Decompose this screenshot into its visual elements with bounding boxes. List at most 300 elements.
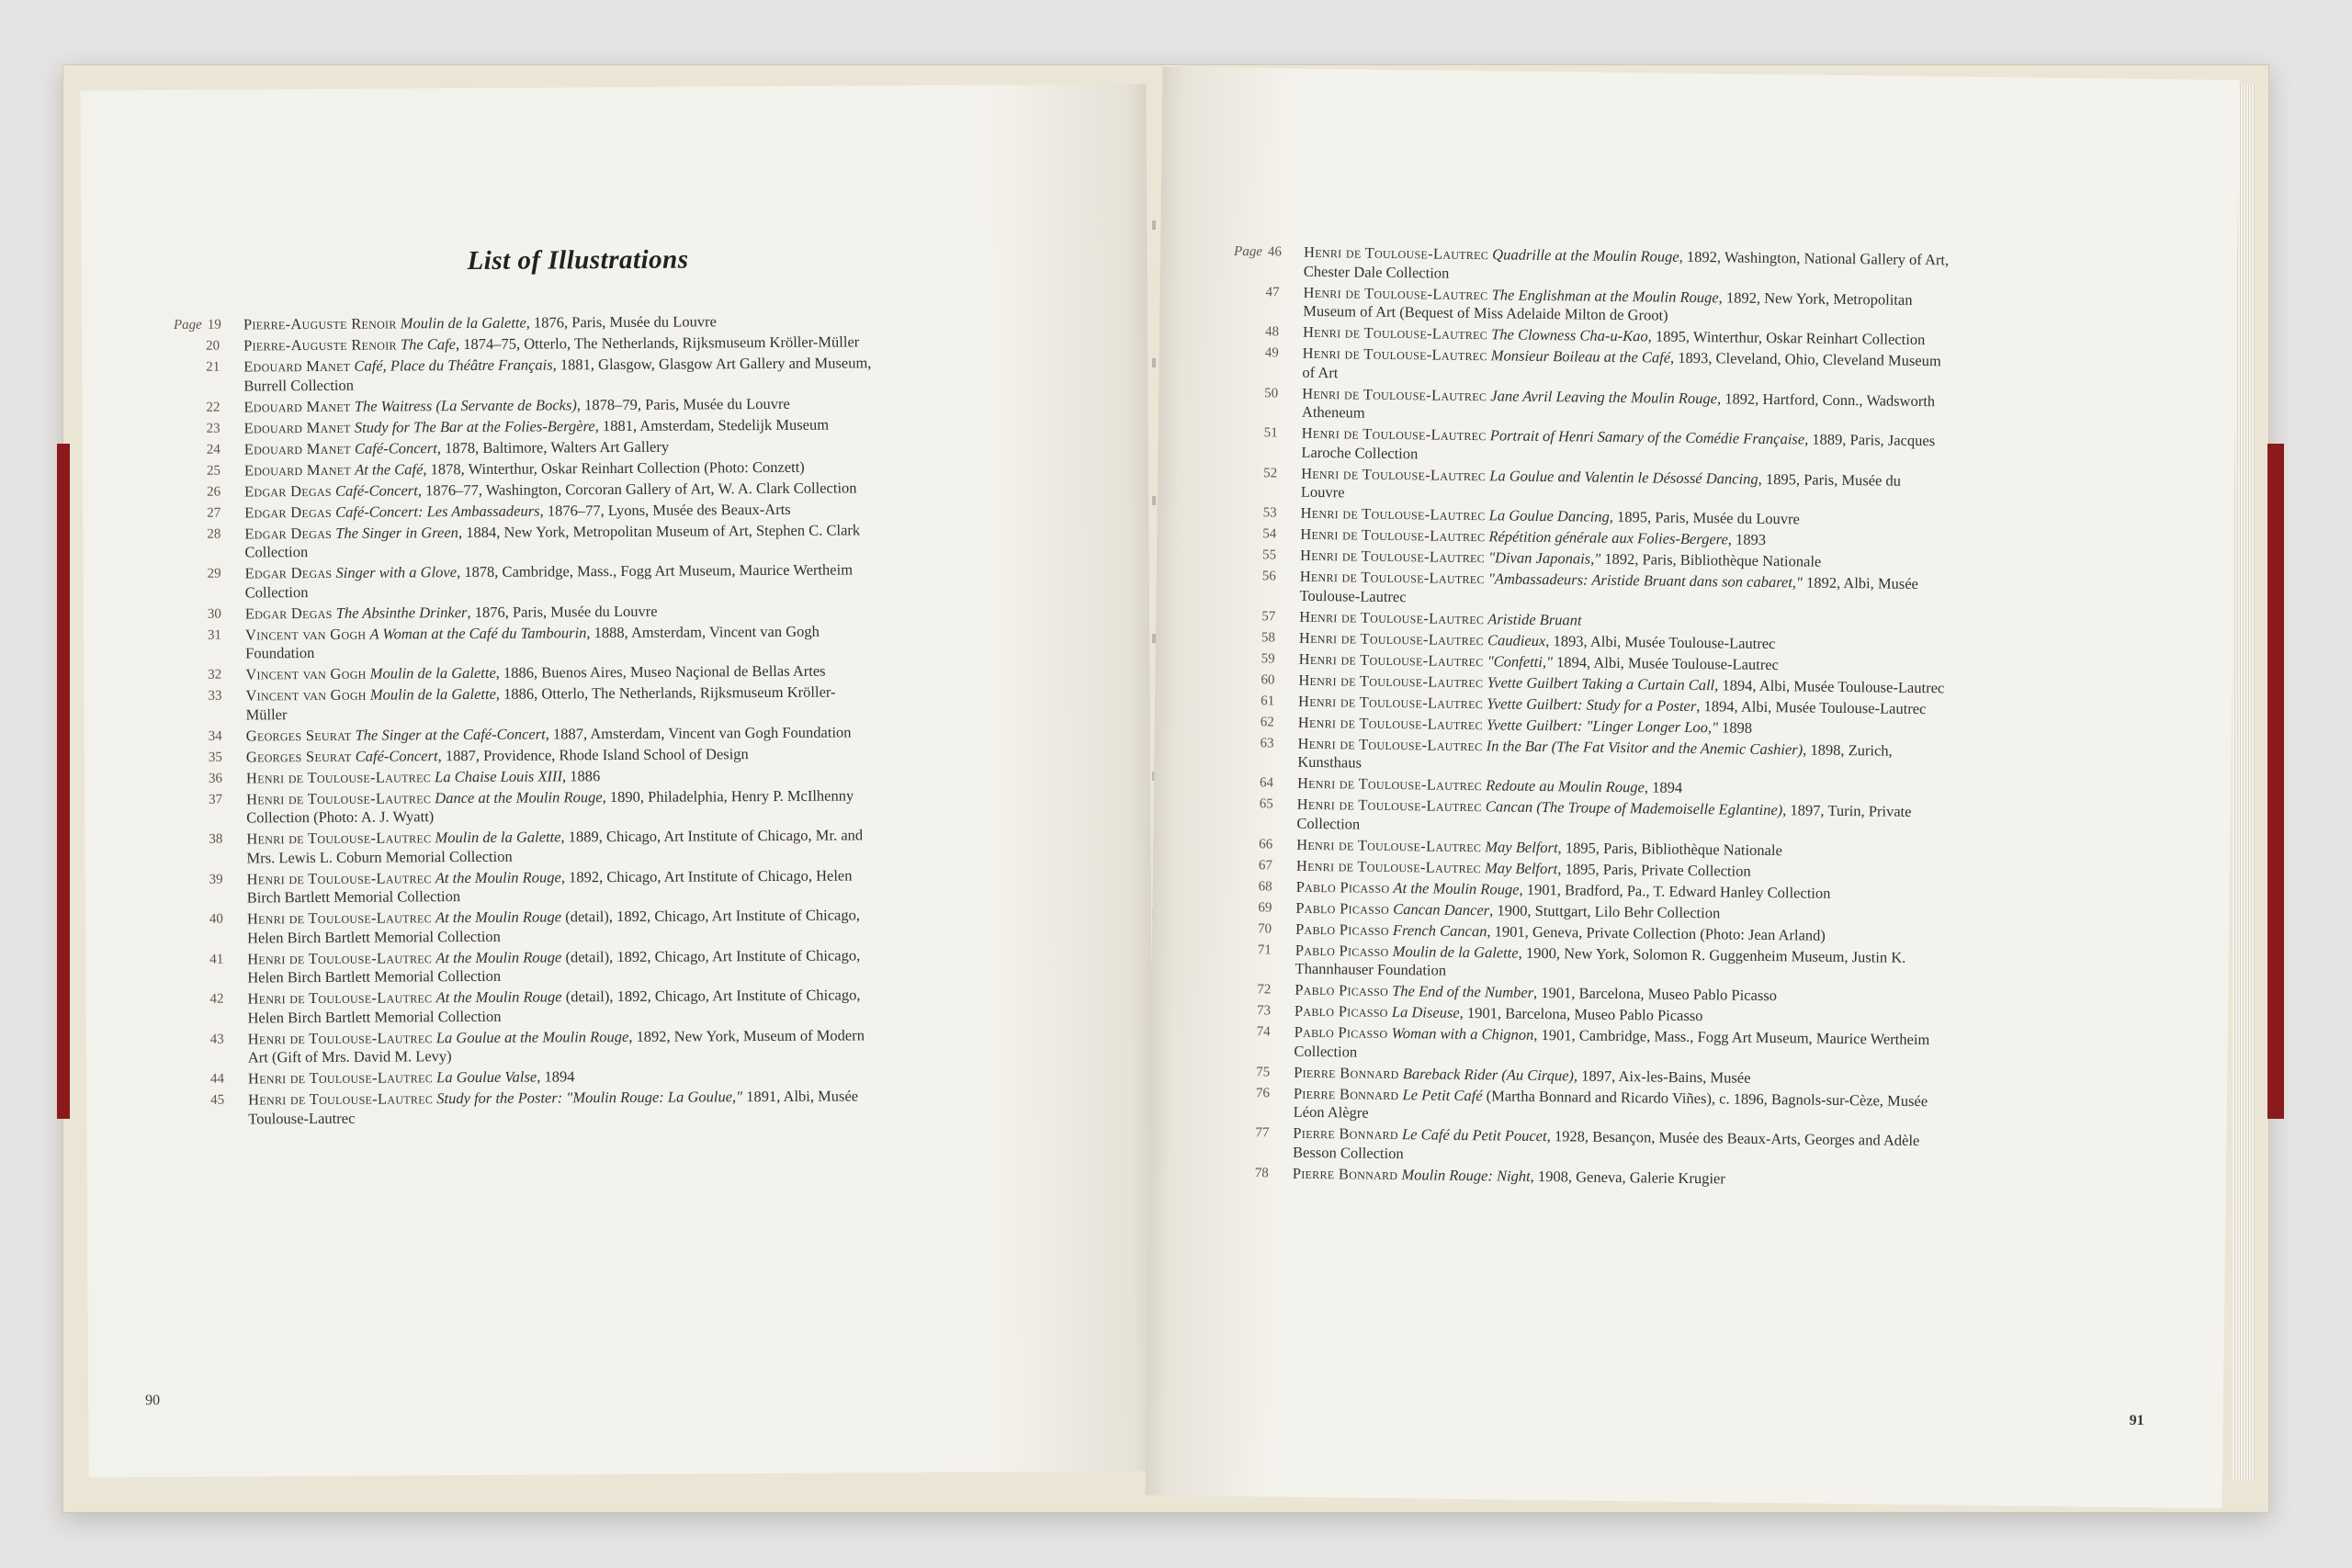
entry-page-number [1230, 567, 1276, 586]
page-value: 59 [1261, 650, 1275, 666]
artwork-title: Moulin de la Galette [369, 663, 496, 682]
artist-name: Henri de Toulouse-Lautrec [247, 988, 433, 1008]
artwork-title: La Goulue at the Moulin Rouge [435, 1027, 629, 1046]
cover-band-right [2267, 444, 2284, 1119]
entry-text [1277, 464, 1948, 510]
entry-text [221, 560, 874, 602]
artist-name: Henri de Toulouse-Lautrec [1298, 649, 1484, 670]
list-item [175, 601, 874, 624]
entry-page-number [177, 990, 223, 1010]
artwork-details: , 1895, Paris, Bibliothèque Nationale [1557, 838, 1782, 859]
artwork-title: Cancan Dancer [1393, 899, 1490, 919]
entry-page-number [1226, 897, 1272, 917]
page-value: 51 [1263, 425, 1278, 441]
artist-name: Henri de Toulouse-Lautrec [248, 1089, 434, 1109]
artwork-title: Café-Concert [334, 480, 418, 500]
artwork-details: , 1895, Paris, Musée du Louvre [1609, 507, 1801, 528]
artwork-details: , 1892, New York, Metropolitan Museum of Art (Bequest of Miss Adelaide Milton de Groot) [1303, 288, 1913, 324]
artwork-title: Singer with a Glove [335, 563, 458, 581]
entry-page-number [176, 769, 222, 788]
artist-name: Henri de Toulouse-Lautrec [1302, 344, 1487, 365]
artwork-details: , 1901, Barcelona, Museo Pablo Picasso [1533, 983, 1778, 1005]
artwork-title: La Goulue Valse [436, 1067, 537, 1087]
artist-name: Pierre Bonnard [1294, 1063, 1399, 1082]
page-value: 48 [1264, 324, 1280, 340]
list-item [175, 661, 874, 684]
artist-name: Pablo Picasso [1295, 877, 1390, 897]
artwork-details: , 1901, Bradford, Pa., T. Edward Hanley Collection [1519, 880, 1831, 902]
artist-name: Henri de Toulouse-Lautrec [1298, 628, 1485, 649]
entry-page-number [1227, 834, 1272, 853]
entry-page-number [1227, 855, 1272, 874]
left-page [80, 84, 1154, 1477]
entry-text [220, 521, 873, 562]
cover-band-left [57, 444, 70, 1119]
artwork-title: Bareback Rider (Au Cirque) [1402, 1064, 1575, 1084]
entry-page-number [178, 1091, 224, 1111]
artwork-details: , 1876–77, Lyons, Musée des Beaux-Arts [539, 500, 791, 520]
page-value: 64 [1259, 775, 1274, 791]
artwork-title: Jane Avril Leaving the Moulin Rouge [1490, 386, 1718, 407]
entry-text [1270, 1084, 1940, 1130]
artwork-title: Yvette Guilbert Taking a Curtain Call [1487, 672, 1715, 694]
artwork-details: (detail), 1892, Chicago, Art Institute of Chicago, Helen Birch Bartlett Memorial Collection [247, 986, 861, 1026]
artwork-details: 1892, Paris, Bibliothèque Nationale [1600, 549, 1822, 570]
page-value: 24 [206, 442, 220, 457]
artwork-details: , 1892, Chicago, Art Institute of Chicago, Helen Birch Bartlett Memorial Collection [246, 865, 853, 907]
list-item [174, 354, 872, 396]
page-value: 19 [207, 317, 221, 333]
page-value: 47 [1265, 284, 1280, 299]
artwork-title: Quadrille at the Moulin Rouge [1492, 245, 1679, 265]
artwork-title: At the Moulin Rouge [1393, 878, 1520, 898]
artwork-title: Moulin de la Galette [369, 684, 496, 704]
artist-name: Georges Seurat [245, 747, 352, 765]
artwork-title: At the Moulin Rouge [435, 908, 562, 927]
page-prefix: Page [1233, 243, 1263, 260]
page-value: 27 [207, 505, 221, 521]
artwork-details: , 1878, Cambridge, Mass., Fogg Art Museum, Maurice Wertheim Collection [244, 560, 854, 601]
page-value: 21 [206, 359, 220, 375]
entry-page-number [1225, 980, 1271, 999]
artwork-details: (detail), 1892, Chicago, Art Institute of Chicago, Helen Birch Bartlett Memorial Collection [246, 906, 861, 946]
artist-name: Henri de Toulouse-Lautrec [1296, 795, 1482, 816]
artist-name: Henri de Toulouse-Lautrec [1302, 384, 1487, 404]
entry-page-number [175, 565, 221, 584]
page-value: 31 [207, 627, 222, 643]
artwork-title: Caudieux [1487, 630, 1546, 649]
entry-text [1272, 795, 1943, 840]
page-number: 91 [2129, 1412, 2144, 1429]
page-value: 32 [208, 667, 222, 682]
artist-name: Henri de Toulouse-Lautrec [1303, 243, 1489, 264]
page-value: 56 [1261, 569, 1276, 584]
artist-name: Henri de Toulouse-Lautrec [247, 1068, 434, 1088]
artist-name: Edouard Manet [243, 356, 351, 376]
list-item [1232, 344, 1949, 390]
entry-text [223, 906, 876, 947]
entry-text [220, 394, 872, 417]
entry-text [222, 744, 875, 767]
list-item [1223, 1123, 1939, 1170]
entry-text [222, 826, 875, 867]
artwork-title: Le Petit Café [1402, 1085, 1483, 1104]
artist-name: Henri de Toulouse-Lautrec [1300, 525, 1486, 546]
entry-page-number [1226, 940, 1272, 959]
artwork-title: Moulin de la Galette [400, 313, 526, 333]
page-value: 38 [209, 831, 223, 847]
entry-page-number [175, 503, 220, 523]
entry-page-number [175, 419, 220, 438]
list-item [1231, 463, 1948, 510]
entry-text [220, 333, 872, 355]
artwork-title: "Confetti," [1487, 651, 1554, 671]
artwork-title: The Absinthe Drinker [335, 603, 468, 622]
list-item [176, 723, 875, 746]
page-value: 39 [209, 872, 223, 887]
artist-name: Henri de Toulouse-Lautrec [1299, 607, 1485, 627]
artwork-details: , 1888, Amsterdam, Vincent van Gogh Foundation [245, 622, 820, 662]
entry-page-number [1224, 1083, 1270, 1102]
page-value: 62 [1260, 714, 1274, 729]
artwork-details: , 1884, New York, Metropolitan Museum of Art, Stephen C. Clark Collection [244, 520, 861, 561]
artwork-details: , 1886, Otterlo, The Netherlands, Rijksmuseum Kröller-Müller [245, 682, 836, 723]
list-item [1231, 423, 1948, 470]
page-value: 40 [209, 911, 223, 927]
artist-name: Pablo Picasso [1294, 1022, 1388, 1042]
artist-name: Henri de Toulouse-Lautrec [1297, 734, 1483, 754]
page-value: 26 [207, 484, 221, 500]
entry-page-number [1229, 627, 1275, 647]
page-value: 49 [1264, 345, 1279, 361]
list-item [1227, 733, 1944, 780]
entry-page-number [178, 1070, 224, 1089]
entry-page-number [175, 604, 221, 624]
artist-name: Henri de Toulouse-Lautrec [1298, 671, 1484, 691]
entry-page-number [177, 950, 223, 969]
artwork-title: The Clowness Cha-u-Kao [1491, 325, 1648, 345]
artist-name: Edouard Manet [243, 397, 351, 415]
entry-page-number [1227, 773, 1273, 793]
entry-page-number [1224, 1062, 1270, 1081]
page-value: 42 [209, 991, 224, 1007]
page-value: 55 [1261, 547, 1277, 563]
list-item [176, 786, 875, 829]
artwork-details: , 1894, Albi, Musée Toulouse-Lautrec [1696, 696, 1927, 717]
page-value: 53 [1262, 505, 1277, 521]
entry-text [1270, 1022, 1940, 1068]
list-item [176, 826, 875, 868]
artist-name: Pablo Picasso [1295, 898, 1390, 918]
artwork-title: The End of the Number [1392, 982, 1534, 1001]
artwork-details: , 1889, Paris, Jacques Laroche Collection [1301, 430, 1936, 462]
list-item [1233, 282, 1950, 329]
entry-page-number [1230, 503, 1276, 523]
artist-name: Pierre-Auguste Renoir [243, 314, 397, 333]
entry-text [220, 354, 872, 395]
list-item [177, 866, 876, 908]
artwork-title: The Singer at the Café-Concert [355, 724, 546, 744]
list-item [175, 682, 874, 725]
page-value: 36 [208, 771, 223, 786]
list-item [178, 1066, 876, 1089]
page-value: 23 [206, 421, 220, 436]
entry-text [221, 661, 874, 684]
page-value: 50 [1264, 385, 1279, 400]
list-item [175, 436, 873, 459]
list-item [1224, 1083, 1940, 1130]
page-value: 66 [1259, 836, 1273, 852]
artwork-details: , 1893 [1727, 530, 1767, 548]
artwork-title: The Singer in Green [335, 523, 458, 542]
entry-page-number [177, 910, 223, 930]
entry-text [1280, 243, 1951, 288]
list-item [176, 744, 875, 767]
entry-text [223, 946, 876, 987]
entry-text [220, 479, 873, 502]
page-value: 76 [1255, 1085, 1271, 1100]
entry-page-number [1232, 383, 1278, 402]
artwork-details: , 1878–79, Paris, Musée du Louvre [576, 394, 790, 413]
entry-text [1275, 567, 1946, 613]
entry-page-number [1223, 1163, 1269, 1182]
entry-page-number [1233, 243, 1283, 262]
artwork-details: , 1889, Chicago, Art Institute of Chicago, Mr. and Mrs. Lewis L. Coburn Memorial Collection [246, 826, 864, 866]
entry-text [222, 723, 875, 746]
list-item [1225, 940, 1941, 987]
artwork-title: Portrait of Henri Samary of the Comédie Française [1489, 426, 1805, 448]
artwork-title: Yvette Guilbert: Study for a Poster [1487, 694, 1697, 715]
entry-page-number [174, 398, 220, 417]
entry-text [1278, 344, 1949, 389]
artwork-title: Le Café du Petit Poucet [1401, 1125, 1547, 1145]
artist-name: Henri de Toulouse-Lautrec [1297, 713, 1483, 733]
artwork-title: Dance at the Moulin Rouge [435, 787, 603, 807]
artwork-title: La Chaise Louis XIII [435, 766, 563, 785]
entry-page-number [175, 687, 221, 706]
artwork-title: Cancan (The Troupe of Mademoiselle Eglantine) [1485, 797, 1783, 819]
right-page [1146, 67, 2240, 1508]
page-value: 43 [209, 1032, 224, 1047]
page-value: 63 [1260, 735, 1274, 750]
artwork-details: , 1876, Paris, Musée du Louvre [526, 312, 717, 332]
entry-page-number [1225, 1001, 1271, 1021]
entry-text [223, 986, 876, 1027]
artist-name: Henri de Toulouse-Lautrec [1300, 503, 1486, 525]
artwork-details: 1898 [1717, 717, 1753, 737]
entry-text [221, 601, 874, 624]
page-value: 20 [206, 338, 220, 354]
artist-name: Vincent van Gogh [244, 625, 367, 643]
artwork-details: , 1886 [561, 766, 601, 784]
page-value: 25 [206, 463, 220, 479]
artist-name: Pierre-Auguste Renoir [243, 335, 397, 355]
entry-page-number [178, 1030, 224, 1049]
page-value: 72 [1257, 982, 1272, 998]
entry-page-number [174, 337, 220, 356]
artwork-title: La Diseuse [1391, 1003, 1460, 1021]
page-value: 54 [1262, 526, 1277, 542]
page-value: 34 [208, 728, 222, 744]
entry-page-number [176, 790, 222, 809]
page-value: 41 [209, 952, 224, 967]
artwork-details: , 1878, Baltimore, Walters Art Gallery [436, 437, 670, 457]
entry-page-number [1229, 606, 1275, 626]
list-item [1224, 1022, 1940, 1069]
page-value: 77 [1255, 1125, 1270, 1141]
artist-name: Henri de Toulouse-Lautrec [1296, 835, 1482, 855]
artist-name: Pablo Picasso [1295, 941, 1389, 960]
artist-name: Pablo Picasso [1295, 919, 1389, 939]
artwork-title: May Belfort [1484, 858, 1558, 877]
list-item [1227, 795, 1943, 841]
page-value: 68 [1258, 878, 1272, 894]
artist-name: Henri de Toulouse-Lautrec [1299, 567, 1485, 588]
artist-name: Pierre Bonnard [1293, 1084, 1399, 1103]
entry-text [220, 311, 872, 334]
artist-name: Henri de Toulouse-Lautrec [1296, 773, 1483, 795]
page-value: 67 [1258, 857, 1273, 873]
entry-page-number [1233, 344, 1279, 363]
entry-page-number [1233, 282, 1279, 301]
artwork-details: , 1876, Paris, Musée du Louvre [467, 602, 658, 621]
artist-name: Henri de Toulouse-Lautrec [1302, 322, 1488, 344]
artwork-title: Café-Concert [354, 438, 437, 457]
artist-name: Henri de Toulouse-Lautrec [1298, 692, 1484, 712]
artwork-details: , 1886, Buenos Aires, Museo Naçional de Bellas Artes [495, 661, 826, 682]
artist-name: Henri de Toulouse-Lautrec [246, 829, 432, 848]
entry-page-number [175, 482, 220, 502]
artwork-details: 1891, Albi, Musée Toulouse-Lautrec [248, 1087, 859, 1127]
entry-page-number [175, 626, 221, 645]
artwork-details: , 1901, Barcelona, Museo Pablo Picasso [1459, 1003, 1703, 1025]
page-value: 52 [1263, 465, 1278, 480]
list-item [177, 906, 876, 948]
page-value: 74 [1256, 1024, 1271, 1040]
entry-page-number [1228, 691, 1274, 710]
list-item [175, 457, 873, 480]
entry-text [220, 415, 873, 438]
entry-page-number [175, 666, 221, 685]
artwork-title: Répétition générale aux Folies-Bergere [1488, 527, 1728, 548]
artist-name: Edgar Degas [244, 481, 332, 500]
artist-name: Edouard Manet [243, 418, 351, 436]
artist-name: Henri de Toulouse-Lautrec [246, 908, 432, 928]
artwork-title: Redoute au Moulin Rouge [1486, 776, 1645, 796]
page-value: 70 [1257, 920, 1272, 936]
artwork-details: , 1892, New York, Museum of Modern Art (Gift of Mrs. David M. Levy) [247, 1025, 865, 1066]
entry-text [1277, 423, 1948, 469]
artwork-title: Woman with a Chignon [1391, 1024, 1534, 1043]
artist-name: Henri de Toulouse-Lautrec [247, 948, 433, 967]
artwork-details: , 1894 [537, 1067, 575, 1086]
artwork-details: , 1887, Providence, Rhode Island School of Design [437, 744, 749, 764]
artist-name: Pablo Picasso [1295, 980, 1389, 999]
entry-text [1269, 1123, 1939, 1169]
artwork-details: , 1893, Albi, Musée Toulouse-Lautrec [1545, 631, 1776, 652]
artist-name: Henri de Toulouse-Lautrec [245, 767, 432, 786]
page-value: 61 [1261, 693, 1275, 708]
entry-text [224, 1087, 876, 1128]
list-item [174, 394, 872, 417]
list-item [177, 986, 876, 1028]
page-value: 29 [207, 566, 221, 581]
artwork-title: Café, Place du Théâtre Français [354, 355, 553, 375]
artwork-details: , 1895, Paris, Private Collection [1557, 859, 1751, 880]
artwork-title: Study for the Poster: "Moulin Rouge: La Goulue," [436, 1088, 743, 1108]
list-item [1232, 383, 1949, 430]
illustration-list-left [174, 311, 876, 1131]
artwork-details: , 1900, Stuttgart, Lilo Behr Collection [1489, 900, 1721, 921]
artist-name: Edgar Degas [244, 524, 333, 542]
list-item [175, 521, 873, 563]
artwork-details: (Martha Bonnard and Ricardo Viñes), c. 1896, Bagnols-sur-Cèze, Musée Léon Alègre [1293, 1086, 1928, 1122]
entry-page-number [175, 461, 220, 480]
list-item [174, 333, 872, 355]
artwork-title: A Woman at the Café du Tambourin [369, 623, 587, 643]
page-value: 46 [1267, 244, 1283, 260]
entry-page-number [174, 358, 220, 378]
artwork-title: "Ambassadeurs: Aristide Bruant dans son cabaret," [1487, 570, 1804, 592]
artwork-details: , 1881, Amsterdam, Stedelijk Museum [594, 415, 830, 434]
entry-text [1279, 283, 1950, 329]
page-value: 44 [209, 1071, 225, 1087]
list-item [175, 622, 874, 664]
list-item [1229, 567, 1946, 614]
artwork-details: , 1881, Glasgow, Glasgow Art Gallery and Museum, Burrell Collection [243, 354, 872, 394]
artwork-title: French Cancan [1392, 920, 1487, 940]
entry-text [1278, 384, 1949, 430]
artwork-details: , 1901, Cambridge, Mass., Fogg Art Museum, Maurice Wertheim Collection [1294, 1025, 1930, 1061]
entry-text [221, 682, 874, 724]
entry-page-number [1227, 795, 1273, 814]
artwork-title: Moulin de la Galette [435, 828, 561, 847]
artwork-details: (detail), 1892, Chicago, Art Institute of Chicago, Helen Birch Bartlett Memorial Collection [247, 945, 861, 987]
entry-page-number [1230, 525, 1276, 544]
list-item [176, 765, 875, 788]
entry-text [220, 436, 873, 459]
page-value: 69 [1258, 899, 1272, 915]
artwork-title: La Goulue and Valentin le Désossé Dancing [1489, 466, 1758, 488]
artwork-details: , 1878, Winterthur, Oskar Reinhart Collection (Photo: Conzett) [423, 457, 805, 478]
artwork-title: Café-Concert: Les Ambassadeurs [335, 502, 540, 521]
artwork-title: Study for The Bar at the Folies-Bergère [354, 416, 595, 436]
artwork-title: La Goulue Dancing [1488, 506, 1610, 525]
entry-page-number [175, 440, 220, 459]
list-item [175, 415, 873, 438]
entry-page-number [174, 316, 220, 335]
artist-name: Henri de Toulouse-Lautrec [246, 788, 432, 807]
artist-name: Henri de Toulouse-Lautrec [1299, 546, 1486, 567]
artwork-title: The Englishman at the Moulin Rouge [1491, 285, 1719, 306]
artwork-details: , 1892, Washington, National Gallery of Art, Chester Dale Collection [1303, 247, 1950, 282]
entry-text [1273, 734, 1944, 780]
artwork-title: At the Café [355, 459, 424, 479]
entry-page-number [1226, 919, 1272, 938]
entry-text [222, 786, 875, 828]
page-value: 35 [208, 750, 222, 765]
entry-page-number [1233, 322, 1279, 342]
list-item [175, 500, 873, 523]
list-item [178, 1087, 876, 1129]
artwork-details: , 1893, Cleveland, Ohio, Cleveland Museum of Art [1302, 348, 1941, 381]
entry-page-number [176, 748, 222, 767]
artwork-details: , 1887, Amsterdam, Vincent van Gogh Foundation [545, 722, 852, 742]
entry-page-number [176, 727, 222, 746]
page-value: 78 [1254, 1165, 1269, 1180]
artwork-details: , 1894 [1644, 778, 1683, 796]
entry-page-number [1228, 670, 1274, 689]
